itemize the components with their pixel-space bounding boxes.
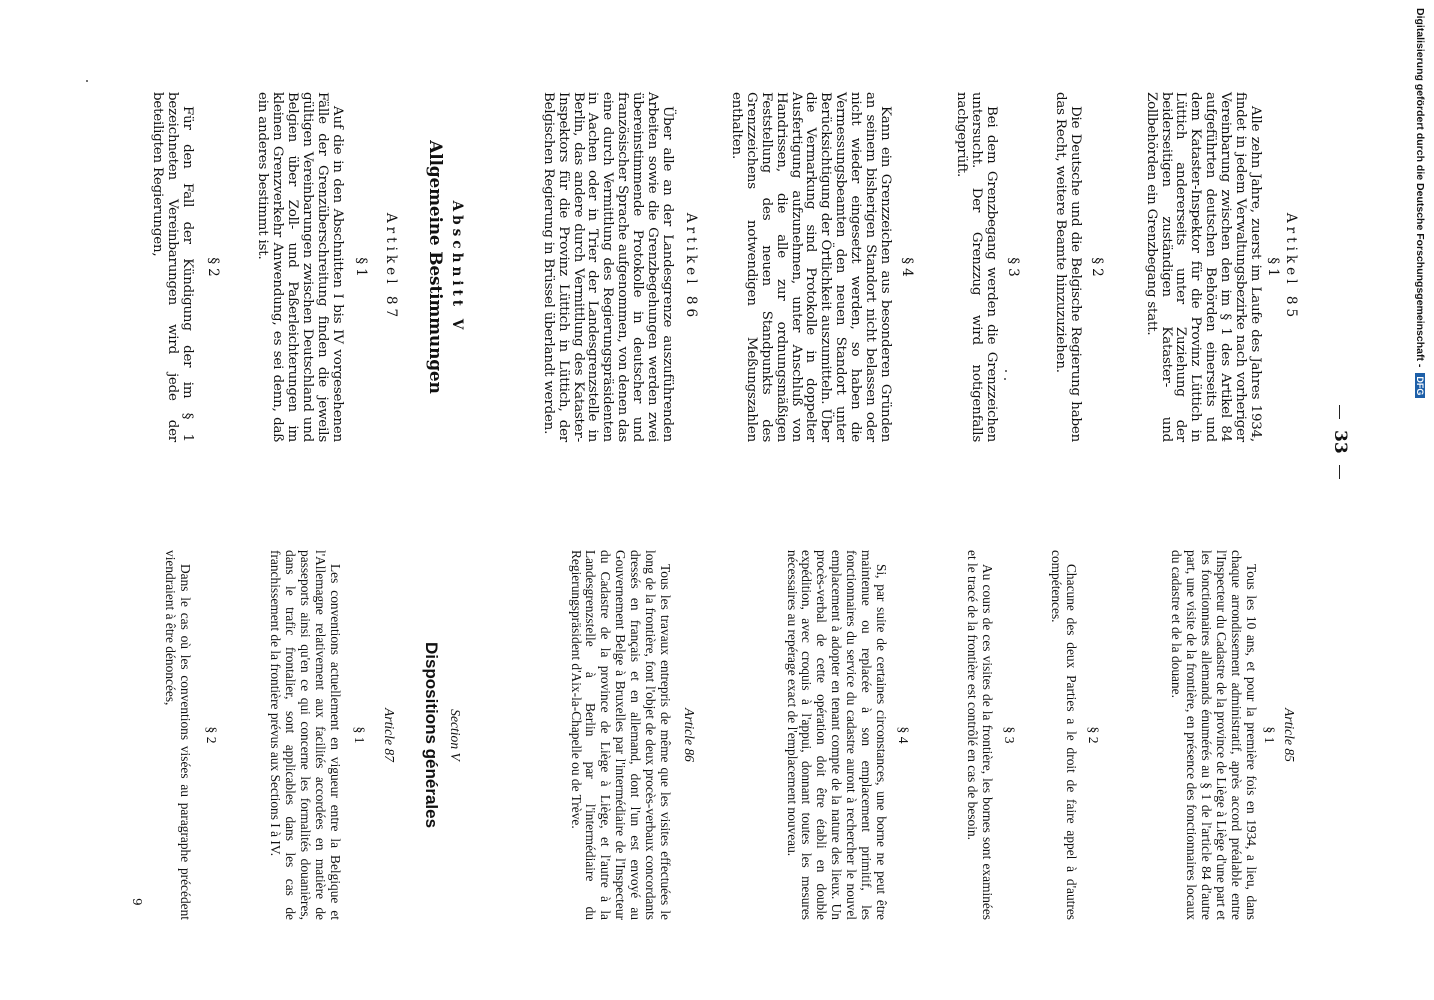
scan-speck [1004,378,1006,380]
german-article-85-paragraph-4: Kann ein Grenzzeichen aus besonderen Gründen an seinem bisherigen Standort nicht belassen oder nicht wieder eingesetzt werden, so haben die Vermessungsbeamten den neuen Standort unter Berücksichtigung der Örtlichkeit auszumitteln. Über die Vermarkung sind Protokolle in doppelter Ausfertigung aufzunehmen, unter Anschluß von Handrissen, die alle zur ordnungsmäßigen Feststellung des neuen Standpunkts des Grenzzeichens notwendigen Meßungszahlen enthalten. [728,92,893,442]
french-article-85-title: Article 85 [1282,708,1297,762]
german-section-5-label: Abschnitt V [449,200,465,334]
german-article-86-title: Artikel 86 [683,212,699,322]
french-article-85-paragraph-4: Si, par suite de certaines circonstances, une borne ne peut être maintenue ou replacée à son emplacement primitif, les fonctionnaires du service du cadastre auront à rechercher le nouvel emplacement à adopter en tenant compte de la nature des lieux. Un procès-verbal de cette opération doit être établi en double expédition, avec croquis à l'appui, donnant toutes les mesures nécessaires au repérage exact de l'emplacement nouveau. [784,550,889,920]
german-article-87-paragraph-1-heading: § 1 [353,257,369,277]
page-number: 33 [1330,430,1350,454]
french-article-87-paragraph-2: Dans le cas où les conventions visées au paragraphe précédent viendraient à être dénoncées, [163,550,193,920]
digitization-credit [1410,8,1430,992]
german-section-5-title: Allgemeine Bestimmungen [425,140,445,394]
french-article-85-paragraph-3-heading: § 3 [1002,726,1017,744]
german-article-85-paragraph-1-heading: § 1 [1265,257,1281,277]
french-article-85-paragraph-3: Au cours de ces visites de la frontière, les bornes sont examinées et le tracé de la frontière est contrôlé en cas de besoin. [965,550,995,920]
german-article-87-title: Artikel 87 [383,212,399,322]
french-article-85-paragraph-4-heading: § 4 [896,726,911,744]
german-article-87-paragraph-1: Auf die in den Abschnitten I bis IV vorgesehenen Fälle der Grenzüberschreitung finden die jeweils gültigen Vereinbarungen zwischen Deutschland und Belgien über Zoll- und Paßerleichterungen im kleinen Grenzverkehr Anwendung, es sei denn, daß ein anderes bestimmt ist. [255,92,345,442]
french-article-87-paragraph-1: Les conventions actuellement en vigueur entre la Belgique et l'Allemagne relativement aux facilités accordées en matière de passeports ainsi qu'en ce qui concerne les formalités douanières, dans le trafic frontalier, sont applicables dans les cas de franchissement de la frontière prévus aux Sections I à IV. [268,550,343,920]
german-article-85-paragraph-2: Die Deutsche und die Belgische Regierung haben das Recht, weitere Beamte hinzuzuziehen. [1053,92,1083,442]
german-article-85-paragraph-1: Alle zehn Jahre, zuerst im Laufe des Jahres 1934, findet in jedem Verwaltungsbezirke nach vorheriger Vereinbarung zwischen den im § 1 des Artikel 84 aufgeführten deutschen Behörden einerseits und dem Kataster-Inspektor für die Provinz Lüttich in Lüttich andererseits unter Zuziehung der beiderseitigen zuständigen Kataster- und Zollbehörden ein Grenzbegang statt. [1143,92,1263,442]
french-section-5-label: Section V [448,709,463,761]
french-article-87-paragraph-1-heading: § 1 [352,726,367,744]
scan-speck [86,80,88,82]
french-article-86-title: Article 86 [682,708,697,762]
page-number-dash [1339,405,1340,419]
german-article-85-paragraph-3: Bei dem Grenzbegang werden die Grenzzeichen untersucht. Der Grenzzug wird notigenfalls nachgeprüft. [954,92,999,442]
dfg-logo: DFG [1415,373,1425,398]
footer-page-number: 9 [130,898,144,906]
french-article-86-paragraph: Tous les travaux entrepris de même que les visites effectuées le long de la frontière, font l'objet de deux procès-verbaux concordants dressés en français et en allemand, dont l'un est envoyé au Gouvernement Belge à Bruxelles par l'intermédiaire de l'Inspecteur du Cadastre de la province de Liège à Liège, et l'autre à la Landesgrenzstelle à Berlin par l'intermédiaire du Regierungspräsident d'Aix-la-Chapelle ou de Trève. [568,550,673,920]
french-article-85-paragraph-1-heading: § 1 [1262,726,1277,744]
german-article-86-paragraph: Über alle an der Landesgrenze auszuführenden Arbeiten sowie die Grenzbegehungen werden zwei übereinstimmende Protokolle in deutscher und französischer Sprache aufgenommen, von denen das eine durch Vermittlung des Regierungspräsidenten in Aachen oder in Trier der Landesgrenzstelle in Berlin, das andere durch Vermittlung des Kataster-Inspektors für die Provinz Lüttich in Lüttich, der Belgischen Regierung in Brüssel überlandt werden. [540,92,675,442]
german-article-85-paragraph-2-heading: § 2 [1089,257,1105,277]
german-article-85-title: Artikel 85 [1283,212,1299,322]
french-article-85-paragraph-2: Chacune des deux Parties a le droit de faire appel à d'autres compétences. [1049,550,1079,920]
german-article-87-paragraph-2-heading: § 2 [205,257,221,277]
german-article-85-paragraph-3-heading: § 3 [1005,257,1021,277]
french-article-85-paragraph-2-heading: § 2 [1086,726,1101,744]
french-article-87-title: Article 87 [382,708,397,762]
french-article-85-paragraph-1: Tous les 10 ans, et pour la première fois en 1934, a lieu, dans chaque arrondissement administratif, après accord préalable entre l'Inspecteur du Cadastre de la province de Liège à Liège d'une part et les fonctionnaires allemands énumérés au § 1 de l'article 84 d'autre part, une visite de la frontière, en présence des fonctionnaires locaux du cadastre et de la douane. [1169,550,1259,920]
german-article-85-paragraph-4-heading: § 4 [899,257,915,277]
scan-speck [1005,370,1007,372]
page-number-dash [1339,465,1340,479]
german-article-87-paragraph-2: Für den Fall der Kündigung der im § 1 bezeichneten Vereinbarungen wird jede der beteiligten Regierungen, [150,92,195,442]
french-section-5-title: Dispositions générales [422,641,441,829]
french-article-87-paragraph-2-heading: § 2 [204,726,219,744]
credit-text: Digitalisierung gefördert durch die Deutsche Forschungsgemeinschaft - [1414,8,1426,368]
